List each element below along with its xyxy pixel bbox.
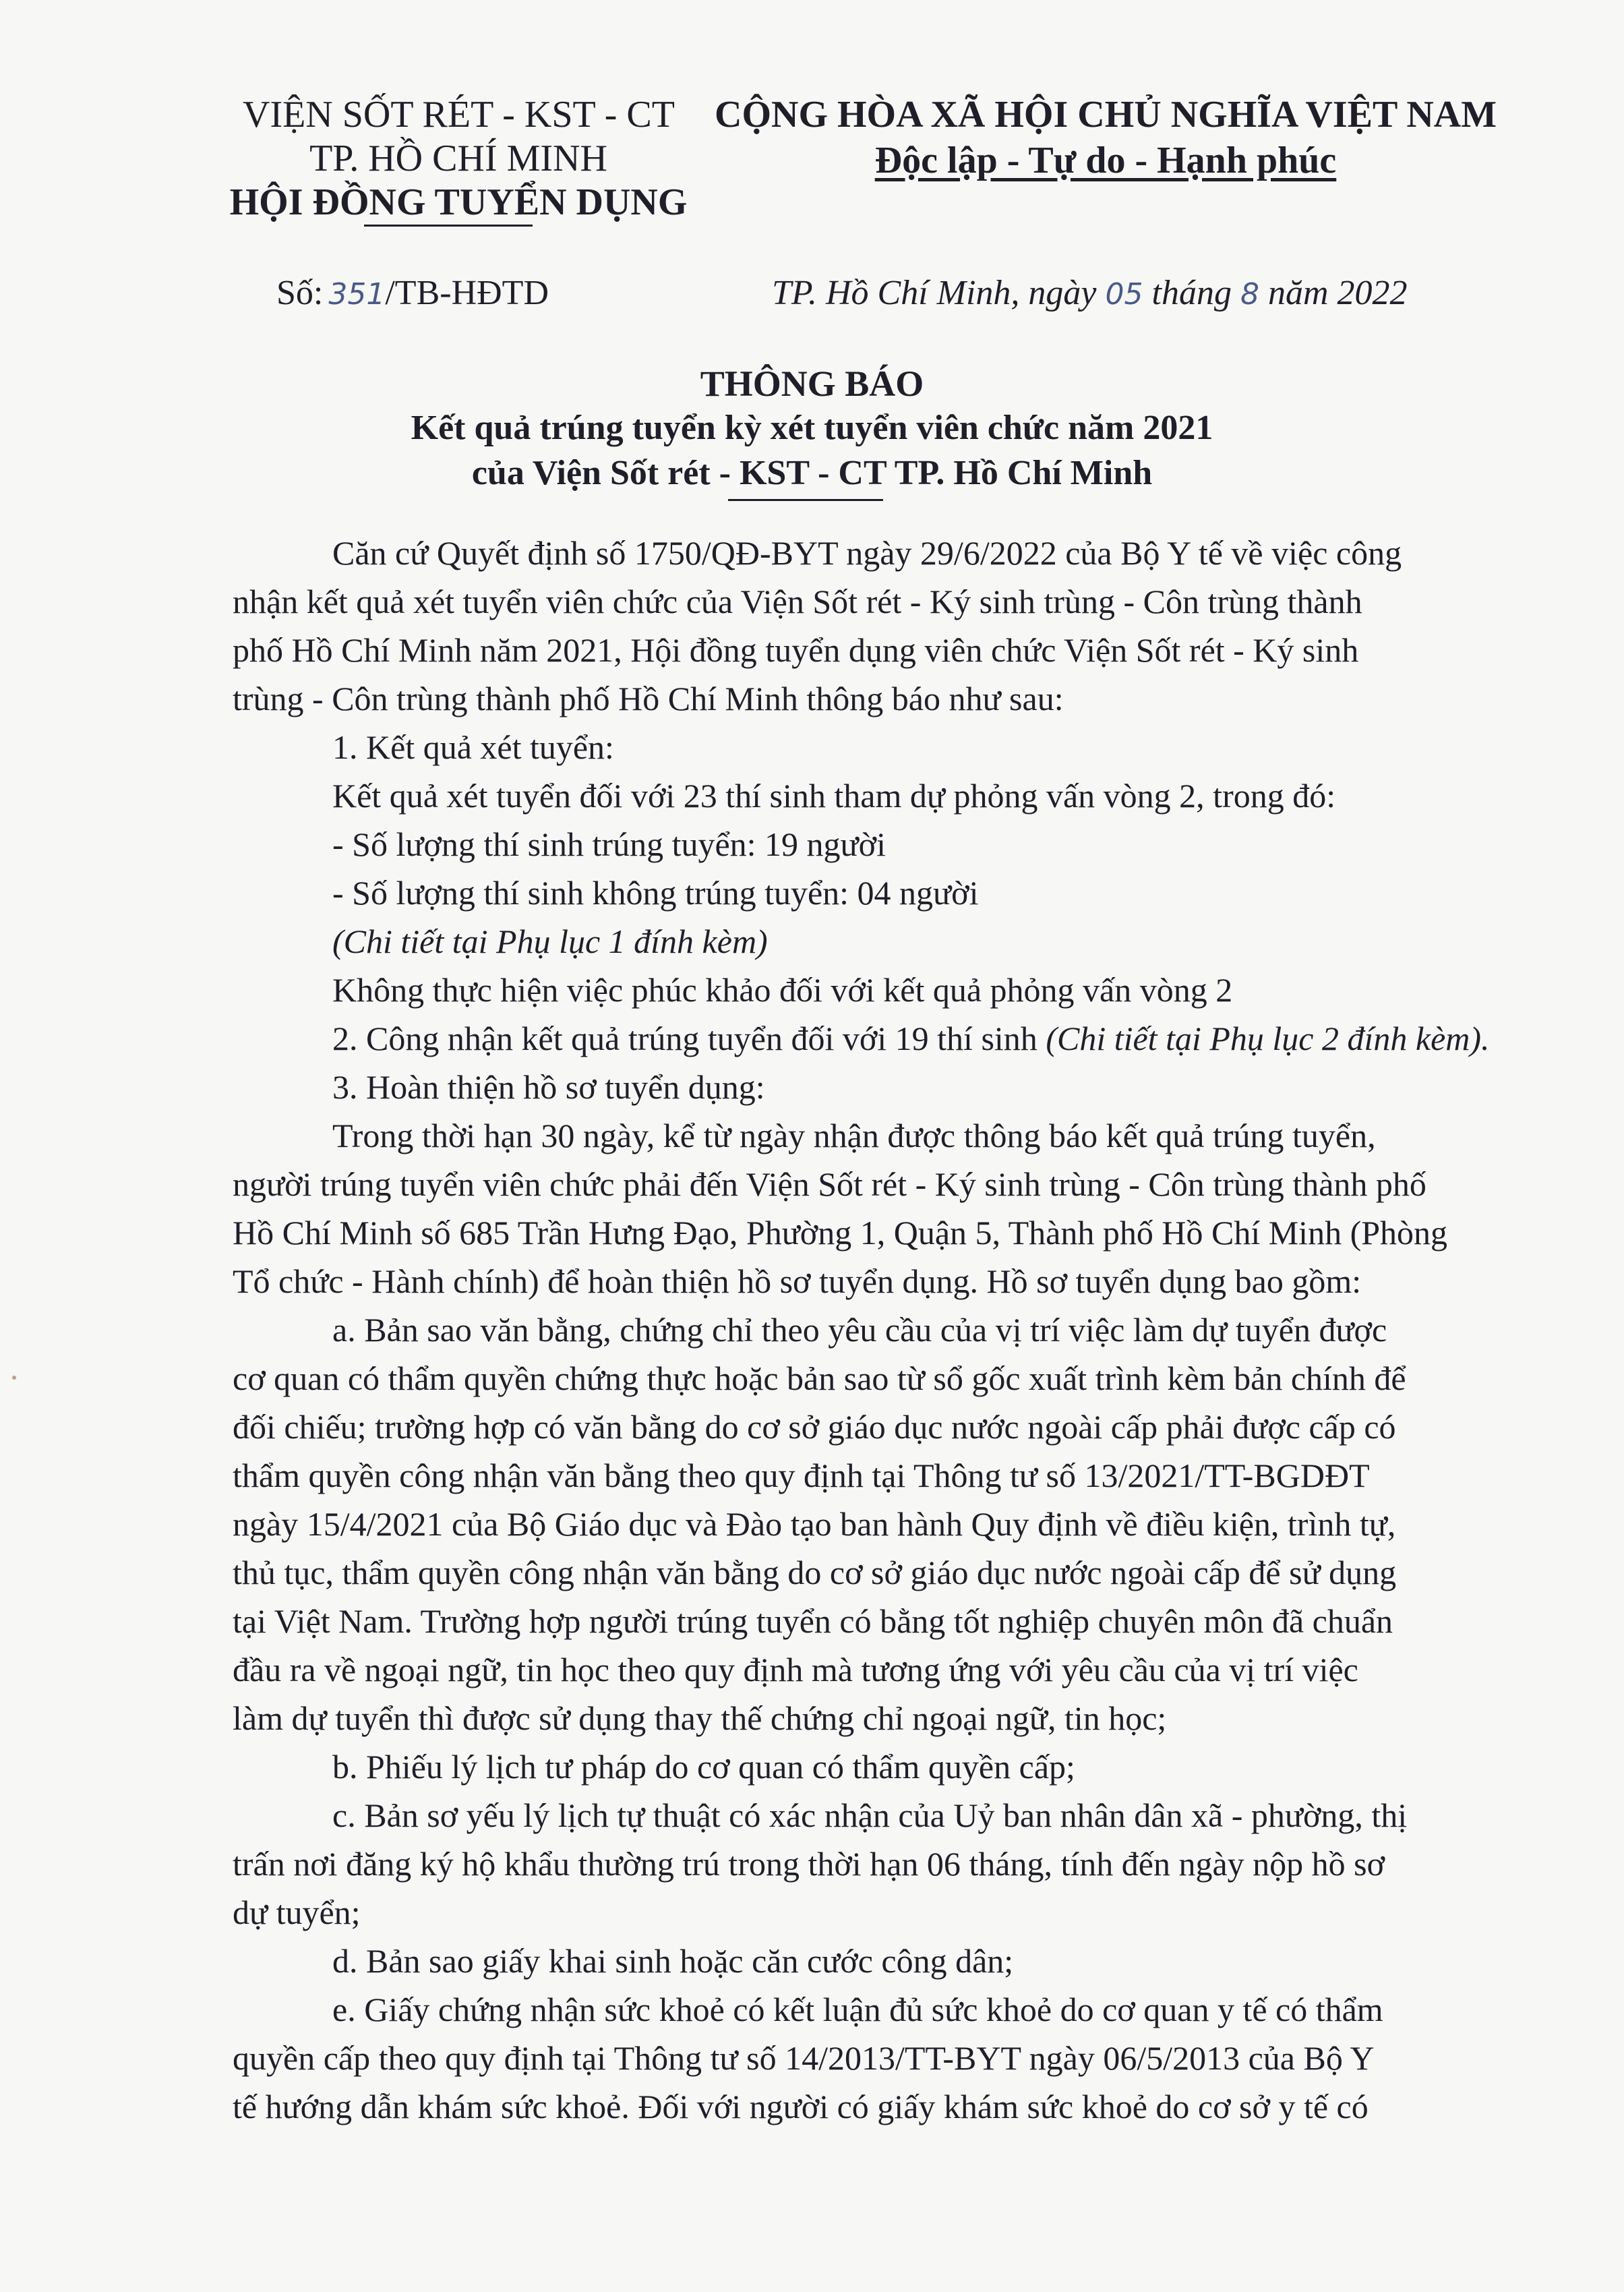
item-a-line-1: a. Bản sao văn bằng, chứng chỉ theo yêu cầu của vị trí việc làm dự tuyển được bbox=[332, 1311, 1387, 1349]
org-underline bbox=[364, 225, 533, 227]
doc-no-prefix: Số: bbox=[276, 274, 324, 312]
section2-text: 2. Công nhận kết quả trúng tuyển đối với 19 thí sinh bbox=[332, 1020, 1046, 1057]
document-date bbox=[772, 273, 1408, 313]
section3-line-2: người trúng tuyển viên chức phải đến Viện Sốt rét - Ký sinh trùng - Côn trùng thành phố bbox=[233, 1165, 1426, 1203]
item-d-line-1: d. Bản sao giấy khai sinh hoặc căn cước công dân; bbox=[332, 1942, 1014, 1980]
section3-line-4: Tổ chức - Hành chính) để hoàn thiện hồ sơ tuyển dụng. Hồ sơ tuyển dụng bao gồm: bbox=[233, 1262, 1362, 1300]
item-a-line-7: tại Việt Nam. Trường hợp người trúng tuyển có bằng tốt nghiệp chuyên môn đã chuẩn bbox=[233, 1602, 1393, 1640]
item-a-line-9: làm dự tuyển thì được sử dụng thay thế chứng chỉ ngoại ngữ, tin học; bbox=[233, 1699, 1167, 1737]
date-part-2: tháng bbox=[1151, 274, 1232, 312]
item-c-line-2: trấn nơi đăng ký hộ khẩu thường trú trong thời hạn 06 tháng, tính đến ngày nộp hồ sơ bbox=[233, 1845, 1385, 1883]
item-a-line-5: ngày 15/4/2021 của Bộ Giáo dục và Đào tạo ban hành Quy định về điều kiện, trình tự, bbox=[233, 1505, 1396, 1543]
section1-no-review: Không thực hiện việc phúc khảo đối với kết quả phỏng vấn vòng 2 bbox=[332, 971, 1233, 1009]
item-c-line-3: dự tuyển; bbox=[233, 1893, 361, 1931]
section3-heading: 3. Hoàn thiện hồ sơ tuyển dụng: bbox=[332, 1068, 765, 1106]
section2-appendix-note: (Chi tiết tại Phụ lục 2 đính kèm). bbox=[1046, 1020, 1490, 1057]
section3-line-3: Hồ Chí Minh số 685 Trần Hưng Đạo, Phường 1, Quận 5, Thành phố Hồ Chí Minh (Phòng bbox=[233, 1214, 1448, 1252]
document-number bbox=[276, 273, 549, 313]
country-name: CỘNG HÒA XÃ HỘI CHỦ NGHĨA VIỆT NAM bbox=[715, 94, 1497, 136]
item-a-line-2: cơ quan có thẩm quyền chứng thực hoặc bản sao từ sổ gốc xuất trình kèm bản chính để bbox=[233, 1359, 1406, 1397]
title-sub-2: của Viện Sốt rét - KST - CT TP. Hồ Chí Minh bbox=[471, 454, 1153, 492]
item-e-line-2: quyền cấp theo quy định tại Thông tư số 14/2013/TT-BYT ngày 06/5/2013 của Bộ Y bbox=[233, 2039, 1375, 2077]
item-c-line-1: c. Bản sơ yếu lý lịch tự thuật có xác nhận của Uỷ ban nhân dân xã - phường, thị bbox=[332, 1796, 1408, 1834]
section1-bullet-failed: - Số lượng thí sinh không trúng tuyển: 04 người bbox=[332, 874, 979, 912]
date-day-handwritten: 05 bbox=[1105, 277, 1143, 312]
item-e-line-1: e. Giấy chứng nhận sức khoẻ có kết luận đủ sức khoẻ do cơ quan y tế có thẩm bbox=[332, 1991, 1383, 2028]
date-part-1: TP. Hồ Chí Minh, ngày bbox=[772, 274, 1097, 312]
section1-bullet-passed: - Số lượng thí sinh trúng tuyển: 19 người bbox=[332, 825, 886, 863]
section1-heading: 1. Kết quả xét tuyển: bbox=[332, 728, 614, 766]
item-a-line-8: đầu ra về ngoại ngữ, tin học theo quy định mà tương ứng với yêu cầu của vị trí việc bbox=[233, 1651, 1358, 1688]
date-month-handwritten: 8 bbox=[1240, 277, 1259, 312]
doc-no-suffix: /TB-HĐTD bbox=[385, 274, 549, 312]
scan-speck bbox=[12, 1376, 16, 1380]
item-a-line-4: thẩm quyền công nhận văn bằng theo quy định tại Thông tư số 13/2021/TT-BGDĐT bbox=[233, 1457, 1370, 1494]
section3-line-1: Trong thời hạn 30 ngày, kể từ ngày nhận được thông báo kết quả trúng tuyển, bbox=[332, 1117, 1376, 1154]
title-underline bbox=[728, 499, 883, 501]
doc-no-handwritten: 351 bbox=[328, 277, 386, 312]
para1-line-3: phố Hồ Chí Minh năm 2021, Hội đồng tuyển dụng viên chức Viện Sốt rét - Ký sinh bbox=[233, 631, 1359, 669]
section1-appendix-note: (Chi tiết tại Phụ lục 1 đính kèm) bbox=[332, 922, 768, 960]
title-main: THÔNG BÁO bbox=[700, 363, 924, 404]
item-a-line-6: thủ tục, thẩm quyền công nhận văn bằng do cơ sở giáo dục nước ngoài cấp để sử dụng bbox=[233, 1554, 1397, 1591]
para1-line-1: Căn cứ Quyết định số 1750/QĐ-BYT ngày 29/6/2022 của Bộ Y tế về việc công bbox=[332, 534, 1402, 572]
org-line-3: HỘI ĐỒNG TUYỂN DỤNG bbox=[229, 181, 688, 223]
section2-line bbox=[332, 1018, 1490, 1059]
date-part-3: năm 2022 bbox=[1267, 274, 1408, 312]
org-line-2: TP. HỒ CHÍ MINH bbox=[309, 138, 607, 179]
para1-line-2: nhận kết quả xét tuyển viên chức của Viện Sốt rét - Ký sinh trùng - Côn trùng thành bbox=[233, 583, 1362, 620]
item-e-line-3: tế hướng dẫn khám sức khoẻ. Đối với người có giấy khám sức khoẻ do cơ sở y tế có bbox=[233, 2088, 1369, 2125]
item-b-line-1: b. Phiếu lý lịch tư pháp do cơ quan có thẩm quyền cấp; bbox=[332, 1748, 1075, 1786]
item-a-line-3: đối chiếu; trường hợp có văn bằng do cơ sở giáo dục nước ngoài cấp phải được cấp có bbox=[233, 1408, 1396, 1446]
title-sub-1: Kết quả trúng tuyển kỳ xét tuyển viên chức năm 2021 bbox=[411, 409, 1213, 447]
national-motto: Độc lập - Tự do - Hạnh phúc bbox=[874, 140, 1337, 181]
section1-summary: Kết quả xét tuyển đối với 23 thí sinh tham dự phỏng vấn vòng 2, trong đó: bbox=[332, 777, 1336, 815]
org-line-1: VIỆN SỐT RÉT - KST - CT bbox=[243, 94, 675, 136]
para1-line-4: trùng - Côn trùng thành phố Hồ Chí Minh thông báo như sau: bbox=[233, 680, 1064, 717]
